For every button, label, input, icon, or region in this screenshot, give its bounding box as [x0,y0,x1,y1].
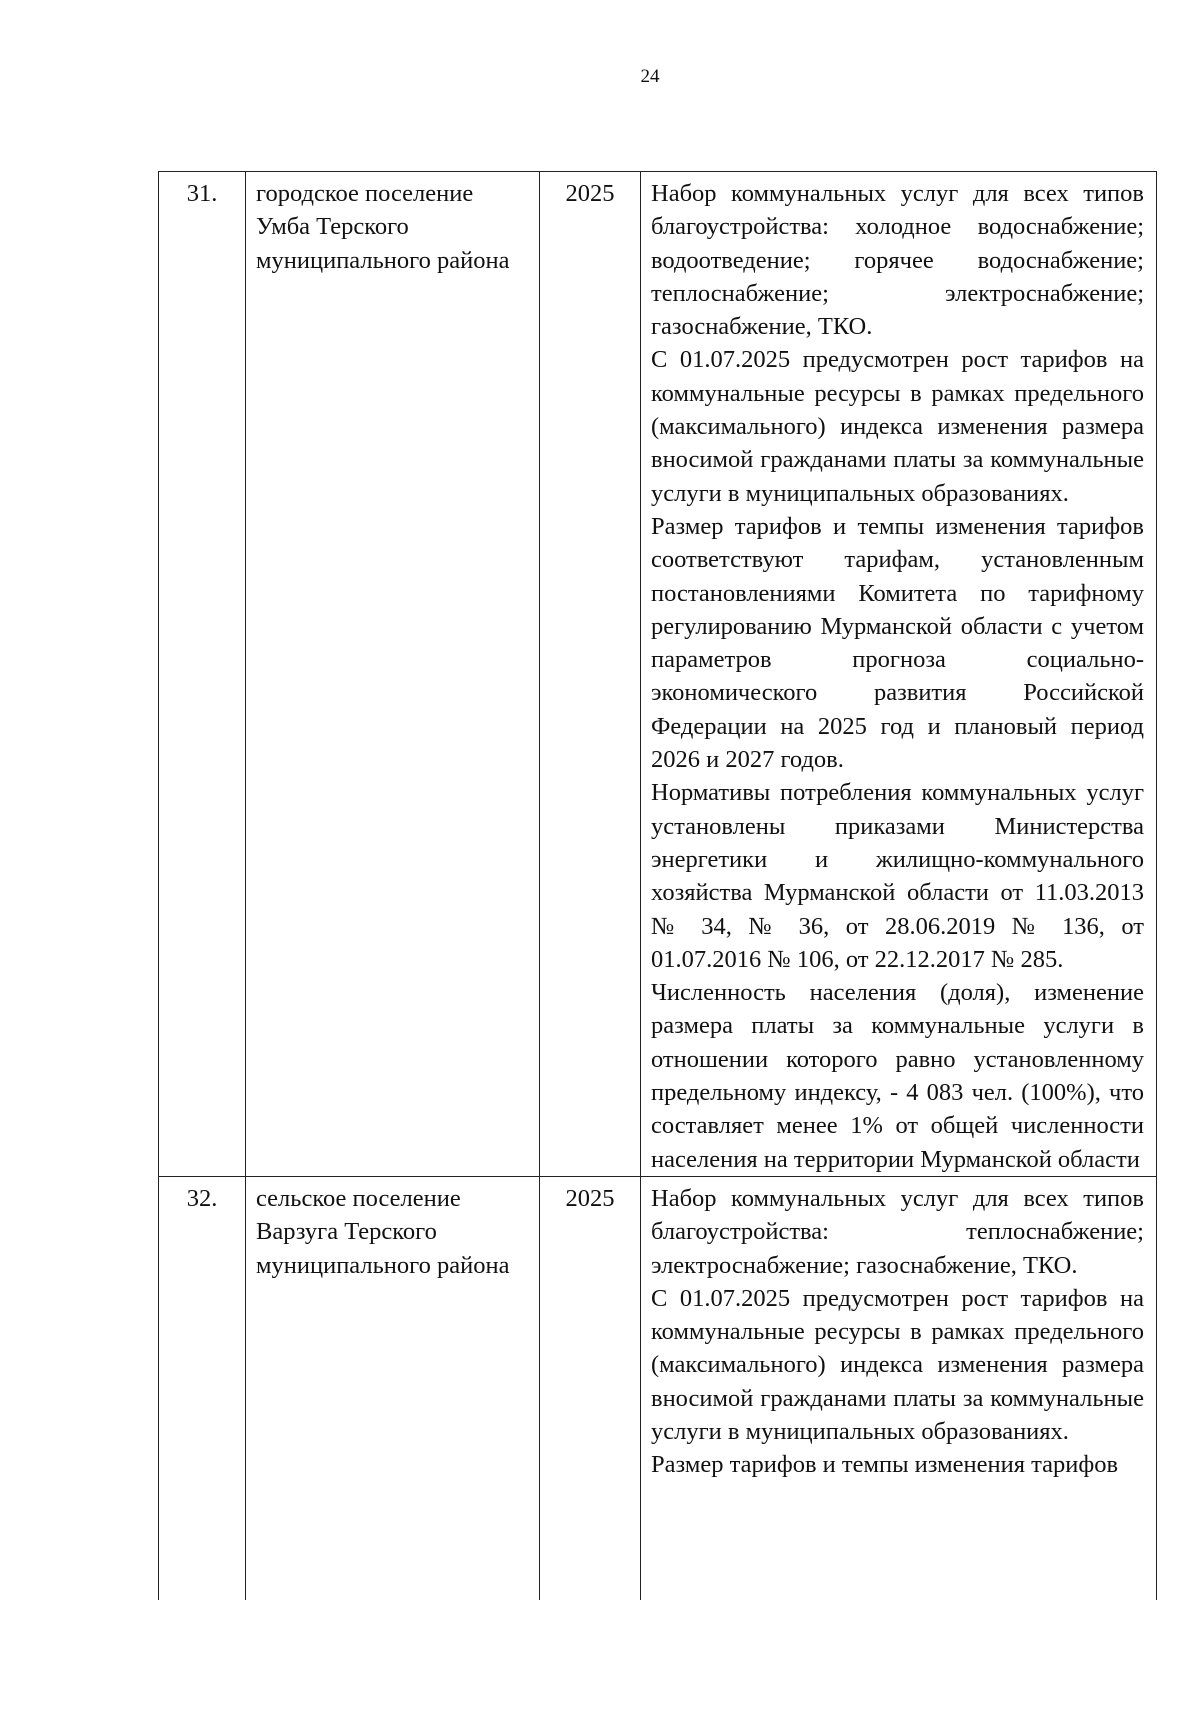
description-paragraph: Нормативы потребления коммунальных услуг установлены приказами Министерства энергетики и жилищно-коммунального хозяйства Мурманской области от 11.03.2013 № 34, № 36, от 28.06.2019 № 136, от 01.07.2016 № 106, от 22.12.2017 № 285. [651,779,1144,973]
table-row [159,172,1157,1177]
table-row [159,1176,1157,1600]
description-paragraph: Размер тарифов и темпы изменения тарифов [651,1451,1119,1479]
municipality-name: городское поселение Умба Терского муниципального района [246,172,540,1177]
row-number: 32. [159,1176,246,1600]
description-paragraph: Численность населения (доля), изменение размера платы за коммунальные услуги в отношении которого равно установленному предельному индексу, - 4 083 чел. (100%), что составляет менее 1% от общей численности населения на территории Мурманской области [651,979,1144,1173]
description-paragraph: С 01.07.2025 предусмотрен рост тарифов на коммунальные ресурсы в рамках предельного (максимального) индекса изменения размера вносимой гражданами платы за коммунальные услуги в муниципальных образованиях. [651,346,1144,507]
description-paragraph: С 01.07.2025 предусмотрен рост тарифов на коммунальные ресурсы в рамках предельного (максимального) индекса изменения размера вносимой гражданами платы за коммунальные услуги в муниципальных образованиях. [651,1284,1144,1445]
municipality-name: сельское поселение Варзуга Терского муниципального района [246,1176,540,1600]
description-paragraph: Набор коммунальных услуг для всех типов благоустройства: теплоснабжение; электроснабжение; газоснабжение, ТКО. [651,1184,1144,1279]
description-cell [641,1176,1157,1600]
description-paragraph: Размер тарифов и темпы изменения тарифов соответствуют тарифам, установленным постановлениями Комитета по тарифному регулированию Мурманской области с учетом параметров прогноза социально-экономического развития Российской Федерации на 2025 год и плановый период 2026 и 2027 годов. [651,512,1144,774]
row-number: 31. [159,172,246,1177]
year: 2025 [540,1176,641,1600]
description-cell [641,172,1157,1177]
document-table [158,171,1157,1600]
page-number: 24 [640,66,660,87]
description-paragraph: Набор коммунальных услуг для всех типов благоустройства: холодное водоснабжение; водоотведение; горячее водоснабжение; теплоснабжение; электроснабжение; газоснабжение, ТКО. [651,180,1144,341]
year: 2025 [540,172,641,1177]
